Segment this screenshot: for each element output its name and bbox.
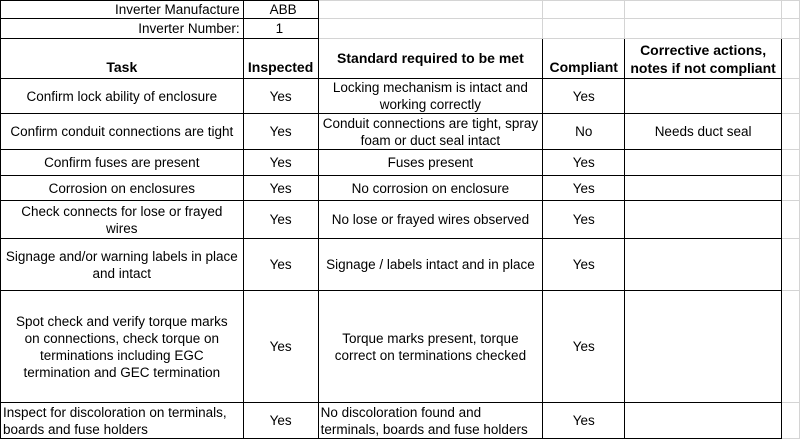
task-cell[interactable]: Check connects for lose or frayed wires <box>1 201 244 239</box>
empty-cell[interactable] <box>781 403 799 439</box>
standard-cell[interactable]: Conduit connections are tight, spray foam or duct seal intact <box>318 114 543 150</box>
manufacturer-label[interactable]: Inverter Manufacture <box>1 1 244 19</box>
empty-cell[interactable] <box>318 19 543 39</box>
standard-cell[interactable]: No lose or frayed wires observed <box>318 201 543 239</box>
compliant-cell[interactable]: Yes <box>543 201 625 239</box>
table-row <box>1 79 800 114</box>
inspected-cell[interactable]: Yes <box>243 176 318 201</box>
task-cell[interactable]: Confirm fuses are present <box>1 150 244 176</box>
manufacturer-row <box>1 1 800 19</box>
table-row <box>1 176 800 201</box>
inverter-number-value[interactable]: 1 <box>243 19 318 39</box>
header-corrective[interactable]: Corrective actions, notes if not compliant <box>625 39 782 79</box>
inspected-cell[interactable]: Yes <box>243 114 318 150</box>
compliant-cell[interactable]: Yes <box>543 176 625 201</box>
inspected-cell[interactable]: Yes <box>243 201 318 239</box>
empty-cell[interactable] <box>781 176 799 201</box>
empty-cell[interactable] <box>781 19 799 39</box>
empty-cell[interactable] <box>781 291 799 403</box>
table-row <box>1 201 800 239</box>
inspected-cell[interactable]: Yes <box>243 79 318 114</box>
task-cell[interactable]: Inspect for discoloration on terminals, boards and fuse holders <box>1 403 244 439</box>
standard-cell[interactable]: Signage / labels intact and in place <box>318 239 543 291</box>
empty-cell[interactable] <box>543 19 625 39</box>
empty-cell[interactable] <box>318 1 543 19</box>
header-inspected[interactable]: Inspected <box>243 39 318 79</box>
inverter-number-label[interactable]: Inverter Number: <box>1 19 244 39</box>
standard-cell[interactable]: Torque marks present, torque correct on terminations checked <box>318 291 543 403</box>
table-row <box>1 239 800 291</box>
compliant-cell[interactable]: Yes <box>543 150 625 176</box>
table-row <box>1 150 800 176</box>
task-cell[interactable]: Signage and/or warning labels in place and intact <box>1 239 244 291</box>
empty-cell[interactable] <box>625 19 782 39</box>
inspected-cell[interactable]: Yes <box>243 239 318 291</box>
notes-cell[interactable] <box>625 403 782 439</box>
table-row <box>1 403 800 439</box>
inspected-cell[interactable]: Yes <box>243 403 318 439</box>
inverter-number-row <box>1 19 800 39</box>
header-standard[interactable]: Standard required to be met <box>318 39 543 79</box>
task-cell[interactable]: Corrosion on enclosures <box>1 176 244 201</box>
empty-cell[interactable] <box>625 1 782 19</box>
header-row <box>1 39 800 79</box>
empty-cell[interactable] <box>781 201 799 239</box>
empty-cell[interactable] <box>781 114 799 150</box>
notes-cell[interactable] <box>625 150 782 176</box>
task-cell[interactable]: Spot check and verify torque marks on connections, check torque on terminations including EGC termination and GEC termination <box>1 291 244 403</box>
notes-cell[interactable] <box>625 239 782 291</box>
notes-cell[interactable] <box>625 176 782 201</box>
notes-cell[interactable] <box>625 201 782 239</box>
compliant-cell[interactable]: Yes <box>543 239 625 291</box>
notes-cell[interactable] <box>625 79 782 114</box>
manufacturer-value[interactable]: ABB <box>243 1 318 19</box>
notes-cell[interactable] <box>625 291 782 403</box>
table-row <box>1 114 800 150</box>
task-cell[interactable]: Confirm conduit connections are tight <box>1 114 244 150</box>
compliant-cell[interactable]: Yes <box>543 291 625 403</box>
task-cell[interactable]: Confirm lock ability of enclosure <box>1 79 244 114</box>
compliant-cell[interactable]: Yes <box>543 403 625 439</box>
empty-cell[interactable] <box>543 1 625 19</box>
empty-cell[interactable] <box>781 239 799 291</box>
empty-cell[interactable] <box>781 79 799 114</box>
inspected-cell[interactable]: Yes <box>243 150 318 176</box>
compliant-cell[interactable]: Yes <box>543 79 625 114</box>
standard-cell[interactable]: No discoloration found and terminals, boards and fuse holders <box>318 403 543 439</box>
header-task[interactable]: Task <box>1 39 244 79</box>
table-row <box>1 291 800 403</box>
header-compliant[interactable]: Compliant <box>543 39 625 79</box>
notes-cell[interactable]: Needs duct seal <box>625 114 782 150</box>
empty-cell[interactable] <box>781 39 799 79</box>
compliant-cell[interactable]: No <box>543 114 625 150</box>
standard-cell[interactable]: No corrosion on enclosure <box>318 176 543 201</box>
standard-cell[interactable]: Locking mechanism is intact and working correctly <box>318 79 543 114</box>
inspected-cell[interactable]: Yes <box>243 291 318 403</box>
empty-cell[interactable] <box>781 1 799 19</box>
empty-cell[interactable] <box>781 150 799 176</box>
standard-cell[interactable]: Fuses present <box>318 150 543 176</box>
